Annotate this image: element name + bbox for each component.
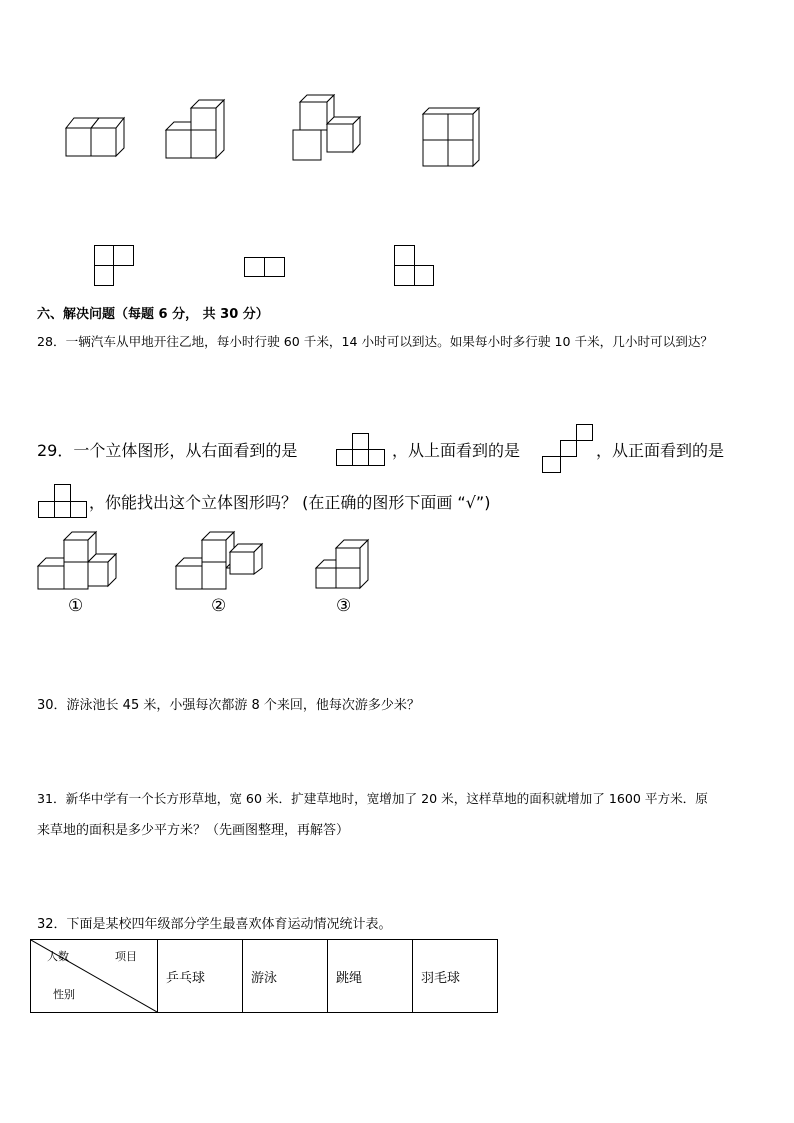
header-people-label: 人数 bbox=[47, 950, 69, 963]
option-label-3: ③ bbox=[336, 596, 352, 616]
column-header-badminton: 羽毛球 bbox=[413, 940, 498, 1013]
view-figure-2 bbox=[243, 256, 287, 278]
view-figure-1 bbox=[93, 244, 137, 288]
cube-figure-4 bbox=[418, 106, 484, 170]
question-29-part4: ，你能找出这个立体图形吗？ (在正确的图形下面画 “√”) bbox=[89, 493, 491, 512]
column-header-swimming: 游泳 bbox=[243, 940, 328, 1013]
statistics-table bbox=[30, 939, 498, 1013]
table-row bbox=[31, 940, 498, 1013]
option-label-1: ① bbox=[68, 596, 84, 616]
right-view-figure bbox=[334, 432, 390, 468]
option-label-2: ② bbox=[211, 596, 227, 616]
section-heading: 六、解决问题（每题 6 分， 共 30 分） bbox=[37, 307, 269, 322]
front-view-figure bbox=[36, 482, 92, 520]
option-figure-1 bbox=[36, 530, 120, 592]
question-28: 28．一辆汽车从甲地开往乙地，每小时行驶 60 千米，14 小时可以到达。如果每小时多行驶 10 千米，几小时可以到达？ bbox=[37, 334, 714, 349]
question-31-line1: 31．新华中学有一个长方形草地，宽 60 米．扩建草地时，宽增加了 20 米，这样草地的面积就增加了 1600 平方米．原 bbox=[37, 791, 708, 806]
cube-figure-1 bbox=[60, 112, 130, 162]
cube-figure-3 bbox=[288, 94, 364, 164]
column-header-table-tennis: 乒乓球 bbox=[158, 940, 243, 1013]
option-figure-2 bbox=[174, 530, 264, 592]
question-29-part1: 29．一个立体图形，从右面看到的是 bbox=[37, 441, 298, 460]
column-header-rope-skipping: 跳绳 bbox=[328, 940, 413, 1013]
table-header-diagonal-cell bbox=[31, 940, 158, 1013]
option-figure-3 bbox=[314, 538, 376, 592]
top-view-figure bbox=[540, 423, 596, 475]
question-31-line2: 来草地的面积是多少平方米？（先画图整理，再解答） bbox=[37, 823, 350, 838]
cube-figure-2 bbox=[160, 98, 230, 164]
view-figure-3 bbox=[393, 244, 437, 288]
question-29-part3: ，从正面看到的是 bbox=[596, 441, 725, 460]
question-29-part2: ，从上面看到的是 bbox=[392, 441, 521, 460]
question-32: 32．下面是某校四年级部分学生最喜欢体育运动情况统计表。 bbox=[37, 917, 392, 932]
question-30: 30．游泳池长 45 米，小强每次都游 8 个来回，他每次游多少米？ bbox=[37, 698, 420, 713]
header-item-label: 项目 bbox=[115, 950, 137, 963]
header-gender-label: 性别 bbox=[53, 988, 75, 1001]
